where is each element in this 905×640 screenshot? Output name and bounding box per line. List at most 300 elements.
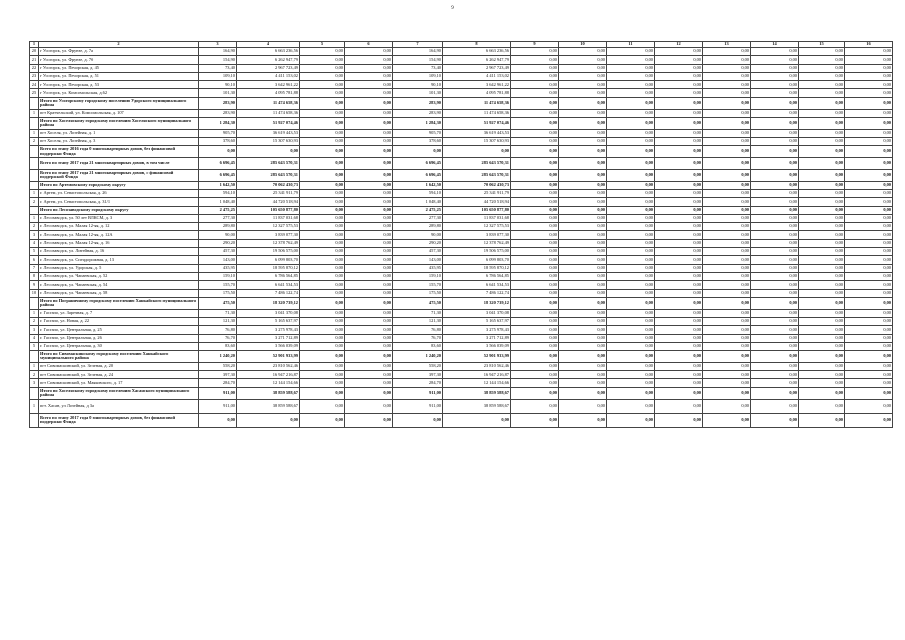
value-cell: 2 967 723,49 [443,64,511,72]
value-cell: 0,00 [799,379,845,387]
value-cell: 0,00 [607,399,655,413]
value-cell: 0,00 [559,137,607,145]
value-cell: 0,00 [799,181,845,189]
value-cell: 0,00 [559,371,607,379]
value-cell: 0,00 [703,317,751,325]
value-cell: 0,00 [799,97,845,109]
table-row [30,264,893,272]
address-cell: г. Гасгапо, ул. Центральная, д. 25 [39,326,199,334]
address-cell: г Усогорск, ул. Печорская, д. 51 [39,72,199,80]
value-cell: 0,00 [300,334,345,342]
value-cell: 0,00 [511,214,559,222]
value-cell: 0,00 [703,297,751,309]
value-cell: 12 327 575,53 [443,223,511,231]
value-cell: 0,00 [845,169,893,181]
value-cell: 290,20 [393,239,443,247]
value-cell: 0,00 [799,309,845,317]
value-cell: 0,00 [703,281,751,289]
value-cell: 378,60 [393,137,443,145]
value-cell: 0,00 [300,169,345,181]
value-cell: 0,00 [845,89,893,97]
page-number: 9 [451,6,454,11]
table-row [30,64,893,72]
value-cell: 0,00 [559,223,607,231]
row-number-cell: 9 [30,281,39,289]
value-cell: 0,00 [703,72,751,80]
value-cell: 0,00 [845,413,893,427]
value-cell: 0,00 [345,158,393,170]
value-cell: 76,80 [393,326,443,334]
value-cell: 0,00 [655,342,703,350]
value-cell: 0,00 [300,239,345,247]
value-cell: 0,00 [845,109,893,117]
column-number-cell: 7 [393,42,443,48]
value-cell: 0,00 [607,56,655,64]
value-cell: 3 275 978,43 [443,326,511,334]
row-number-cell [30,117,39,129]
value-cell: 0,00 [799,351,845,363]
value-cell: 0,00 [300,117,345,129]
value-cell: 101,30 [199,89,237,97]
value-cell: 0,00 [511,317,559,325]
value-cell: 0,00 [703,64,751,72]
value-cell: 0,00 [655,81,703,89]
value-cell: 164,90 [199,48,237,56]
value-cell: 0,00 [300,297,345,309]
value-cell: 0,00 [345,289,393,297]
value-cell: 0,00 [300,64,345,72]
value-cell: 71,30 [199,309,237,317]
column-number-cell: 10 [559,42,607,48]
value-cell: 76,70 [199,334,237,342]
value-cell: 0,00 [703,158,751,170]
value-cell: 0,00 [607,146,655,158]
column-number-cell: 15 [799,42,845,48]
value-cell: 0,00 [300,48,345,56]
value-cell: 0,00 [300,281,345,289]
address-cell: г Усогорск, ул. Фрунзе, д. 7б [39,56,199,64]
value-cell: 0,00 [655,189,703,197]
value-cell: 0,00 [607,89,655,97]
address-cell: Итого по Сивомаскинскому городскому поселению Ханкайского муниципального района [39,351,199,363]
value-cell: 0,00 [655,351,703,363]
table-total-row [30,97,893,109]
value-cell: 0,00 [607,317,655,325]
value-cell: 0,00 [345,256,393,264]
value-cell: 0,00 [607,256,655,264]
value-cell: 0,00 [655,326,703,334]
value-cell: 0,00 [345,48,393,56]
value-cell: 0,00 [300,362,345,370]
value-cell: 0,00 [559,109,607,117]
table-row [30,72,893,80]
value-cell: 0,00 [607,214,655,222]
table-row [30,137,893,145]
value-cell: 0,00 [845,48,893,56]
value-cell: 0,00 [345,342,393,350]
value-cell: 0,00 [511,256,559,264]
value-cell: 0,00 [655,297,703,309]
row-number-cell: 2 [30,317,39,325]
address-cell: Итого по Лесозаводскому городскому округу [39,206,199,214]
value-cell: 905,70 [199,129,237,137]
value-cell: 0,00 [607,362,655,370]
value-cell: 0,00 [607,281,655,289]
value-cell: 0,00 [751,264,799,272]
value-cell: 0,00 [511,334,559,342]
value-cell: 0,00 [559,248,607,256]
value-cell: 0,00 [751,206,799,214]
row-number-cell: 24 [30,81,39,89]
value-cell: 285 643 570,31 [237,158,300,170]
value-cell: 90,10 [199,81,237,89]
value-cell: 0,00 [393,146,443,158]
value-cell: 0,00 [607,239,655,247]
value-cell: 3 041 370,08 [237,309,300,317]
value-cell: 1 240,20 [393,351,443,363]
value-cell: 0,00 [511,97,559,109]
value-cell: 0,00 [511,137,559,145]
value-cell: 3 566 039,09 [443,342,511,350]
value-cell: 0,00 [345,248,393,256]
value-cell: 0,00 [511,351,559,363]
value-cell: 0,00 [655,399,703,413]
value-cell: 0,00 [703,223,751,231]
value-cell: 285 643 570,31 [443,158,511,170]
column-number-cell: 9 [511,42,559,48]
value-cell: 0,00 [703,264,751,272]
value-cell: 76,80 [199,326,237,334]
address-cell: Всего по этапу 2016 года 0 многоквартирных домов, без финансовой поддержки Фонда [39,146,199,158]
value-cell: 6 663 236,56 [237,48,300,56]
value-cell: 0,00 [799,289,845,297]
value-cell: 109,10 [393,72,443,80]
value-cell: 0,00 [703,272,751,280]
value-cell: 0,00 [607,72,655,80]
value-cell: 0,00 [845,137,893,145]
value-cell: 911,00 [393,399,443,413]
value-cell: 159,10 [199,272,237,280]
value-cell: 6 663 236,56 [443,48,511,56]
value-cell: 6 696,45 [199,169,237,181]
value-cell: 0,00 [300,214,345,222]
table-row [30,231,893,239]
value-cell: 0,00 [799,56,845,64]
value-cell: 0,00 [345,334,393,342]
value-cell: 0,00 [845,72,893,80]
value-cell: 0,00 [345,272,393,280]
table-row [30,214,893,222]
address-cell: Итого по Пограничному городскому поселению Ханкайского муниципального района [39,297,199,309]
value-cell: 0,00 [751,129,799,137]
value-cell: 0,00 [703,81,751,89]
value-cell: 0,00 [345,181,393,189]
value-cell: 0,00 [703,326,751,334]
value-cell: 1 048,40 [393,198,443,206]
value-cell: 0,00 [559,264,607,272]
value-cell: 0,00 [559,326,607,334]
value-cell: 0,00 [511,64,559,72]
value-cell: 0,00 [655,158,703,170]
value-cell: 38 859 588,67 [237,399,300,413]
value-cell: 0,00 [751,362,799,370]
value-cell: 0,00 [511,248,559,256]
table-row [30,326,893,334]
value-cell: 73,40 [199,64,237,72]
value-cell: 1 240,20 [199,351,237,363]
value-cell: 4 411 153,02 [237,72,300,80]
table-row [30,248,893,256]
value-cell: 0,00 [751,223,799,231]
value-cell: 6 641 534,53 [237,281,300,289]
value-cell: 0,00 [845,326,893,334]
value-cell: 3 566 039,09 [237,342,300,350]
value-cell: 0,00 [845,297,893,309]
value-cell: 0,00 [511,399,559,413]
value-cell: 435,95 [199,264,237,272]
table-total-row [30,117,893,129]
row-number-cell: 20 [30,48,39,56]
row-number-cell [30,297,39,309]
row-number-cell: 2 [30,137,39,145]
value-cell: 397,30 [199,371,237,379]
value-cell: 457,30 [393,248,443,256]
value-cell: 0,00 [300,342,345,350]
value-cell: 0,00 [751,48,799,56]
value-cell: 0,00 [655,72,703,80]
table-row [30,129,893,137]
value-cell: 0,00 [607,158,655,170]
value-cell: 0,00 [559,97,607,109]
value-cell: 0,00 [799,189,845,197]
value-cell: 11 474 658,36 [443,97,511,109]
value-cell: 0,00 [300,223,345,231]
value-cell: 0,00 [655,272,703,280]
value-cell: 0,00 [607,309,655,317]
value-cell: 0,00 [799,169,845,181]
value-cell: 0,00 [655,169,703,181]
row-number-cell: 6 [30,256,39,264]
value-cell: 0,00 [559,48,607,56]
value-cell: 0,00 [345,137,393,145]
value-cell: 0,00 [751,198,799,206]
row-number-cell [30,146,39,158]
row-number-cell [30,351,39,363]
value-cell: 0,00 [751,89,799,97]
row-number-cell: 2 [30,198,39,206]
value-cell: 594,10 [199,189,237,197]
value-cell: 0,00 [607,351,655,363]
value-cell: 0,00 [559,413,607,427]
table-row [30,189,893,197]
row-number-cell [30,158,39,170]
value-cell: 0,00 [655,48,703,56]
value-cell: 0,00 [511,48,559,56]
address-cell: Итого по Усогорскому городскому поселению Удорского муниципального района [39,97,199,109]
value-cell: 19 506 575,00 [443,248,511,256]
value-cell: 0,00 [655,289,703,297]
value-cell: 105 650 877,80 [237,206,300,214]
address-cell: Всего по этапу 2017 года 21 многоквартирных домов, в том числе [39,158,199,170]
value-cell: 0,00 [751,342,799,350]
value-cell: 0,00 [845,206,893,214]
value-cell: 0,00 [703,109,751,117]
value-cell: 0,00 [799,137,845,145]
value-cell: 0,00 [845,189,893,197]
row-number-cell: 5 [30,342,39,350]
address-cell: пгт. Хасан, ул Лозейная, д 3а [39,399,199,413]
value-cell: 0,00 [845,334,893,342]
value-cell: 0,00 [845,158,893,170]
row-number-cell: 1 [30,189,39,197]
value-cell: 36 619 443,53 [237,129,300,137]
value-cell: 0,00 [751,231,799,239]
table-row [30,334,893,342]
value-cell: 0,00 [607,48,655,56]
value-cell: 0,00 [845,129,893,137]
value-cell: 0,00 [703,89,751,97]
address-cell: г. Лесозаводск, ул. Чапаевская, д. 52 [39,272,199,280]
address-cell: г. Артем, ул. Севастопольская, д. 31/1 [39,198,199,206]
value-cell: 121,30 [393,317,443,325]
value-cell: 905,70 [393,129,443,137]
row-number-cell [30,169,39,181]
value-cell: 0,00 [799,326,845,334]
value-cell: 109,10 [199,72,237,80]
value-cell: 18 595 870,12 [237,264,300,272]
table-row [30,223,893,231]
value-cell: 19 506 575,00 [237,248,300,256]
value-cell: 0,00 [799,264,845,272]
row-number-cell: 3 [30,326,39,334]
value-cell: 911,00 [199,387,237,399]
value-cell: 0,00 [751,351,799,363]
value-cell: 0,00 [607,81,655,89]
value-cell: 0,00 [300,72,345,80]
value-cell: 0,00 [559,342,607,350]
value-cell: 0,00 [559,206,607,214]
value-cell: 0,00 [751,371,799,379]
value-cell: 0,00 [655,109,703,117]
value-cell: 0,00 [845,264,893,272]
value-cell: 6 696,45 [199,158,237,170]
value-cell: 154,90 [393,56,443,64]
value-cell: 0,00 [300,97,345,109]
value-cell: 105 650 877,80 [443,206,511,214]
value-cell: 0,00 [300,189,345,197]
value-cell: 0,00 [655,317,703,325]
row-number-cell: 25 [30,89,39,97]
value-cell: 0,00 [703,48,751,56]
value-cell: 0,00 [300,181,345,189]
column-number-cell: 6 [345,42,393,48]
value-cell: 0,00 [751,317,799,325]
value-cell: 90,00 [393,231,443,239]
value-cell: 11 837 031,68 [443,214,511,222]
value-cell: 0,00 [655,362,703,370]
value-cell: 0,00 [511,231,559,239]
value-cell: 0,00 [845,362,893,370]
value-cell: 0,00 [655,146,703,158]
value-cell: 36 619 443,53 [443,129,511,137]
value-cell: 0,00 [559,399,607,413]
value-cell: 0,00 [345,281,393,289]
row-number-cell: 1 [30,214,39,222]
value-cell: 90,00 [199,231,237,239]
value-cell: 3 271 712,89 [237,334,300,342]
value-cell: 0,00 [511,189,559,197]
value-cell: 0,00 [655,264,703,272]
value-cell: 0,00 [655,256,703,264]
value-cell: 0,00 [751,137,799,145]
value-cell: 0,00 [799,117,845,129]
value-cell: 0,00 [559,334,607,342]
value-cell: 0,00 [655,206,703,214]
value-cell: 12 378 762,49 [443,239,511,247]
table-row [30,317,893,325]
row-number-cell: 1 [30,399,39,413]
address-cell: пгт Сивомаскинский, ул. Зеленая, д. 20 [39,362,199,370]
value-cell: 0,00 [655,379,703,387]
value-cell: 284,70 [199,379,237,387]
value-cell: 0,00 [655,181,703,189]
value-cell: 0,00 [799,198,845,206]
value-cell: 0,00 [799,248,845,256]
table-row [30,256,893,264]
value-cell: 0,00 [559,214,607,222]
value-cell: 0,00 [799,239,845,247]
value-cell: 0,00 [345,89,393,97]
column-number-cell: 2 [39,42,199,48]
address-cell: Итого по Артемовскому городскому округу [39,181,199,189]
value-cell: 0,00 [300,387,345,399]
value-cell: 3 839 077,30 [237,231,300,239]
value-cell: 0,00 [345,198,393,206]
value-cell: 0,00 [300,256,345,264]
value-cell: 0,00 [703,379,751,387]
table-total-row [30,351,893,363]
value-cell: 155,70 [199,281,237,289]
value-cell: 0,00 [300,109,345,117]
row-number-cell [30,206,39,214]
value-cell: 475,50 [199,297,237,309]
value-cell: 70 062 430,73 [237,181,300,189]
value-cell: 0,00 [345,169,393,181]
value-cell: 0,00 [845,256,893,264]
value-cell: 23 810 562,46 [237,362,300,370]
value-cell: 1 642,50 [199,181,237,189]
value-cell: 0,00 [345,206,393,214]
value-cell: 0,00 [559,117,607,129]
value-cell: 0,00 [559,56,607,64]
address-cell: пгт Хоселя, ул. Лозейная, д. 1 [39,129,199,137]
value-cell: 0,00 [345,109,393,117]
housing-program-table [29,41,893,428]
value-cell: 0,00 [443,146,511,158]
value-cell: 0,00 [300,206,345,214]
value-cell: 52 901 933,99 [237,351,300,363]
value-cell: 0,00 [703,248,751,256]
value-cell: 0,00 [511,281,559,289]
value-cell: 0,00 [655,117,703,129]
column-number-cell: 3 [199,42,237,48]
value-cell: 0,00 [751,181,799,189]
value-cell: 0,00 [703,362,751,370]
address-cell: Итого по Хоселяскому городскому поселению Хасанского муниципального района [39,387,199,399]
value-cell: 12 327 575,53 [237,223,300,231]
value-cell: 0,00 [607,371,655,379]
value-cell: 0,00 [655,129,703,137]
